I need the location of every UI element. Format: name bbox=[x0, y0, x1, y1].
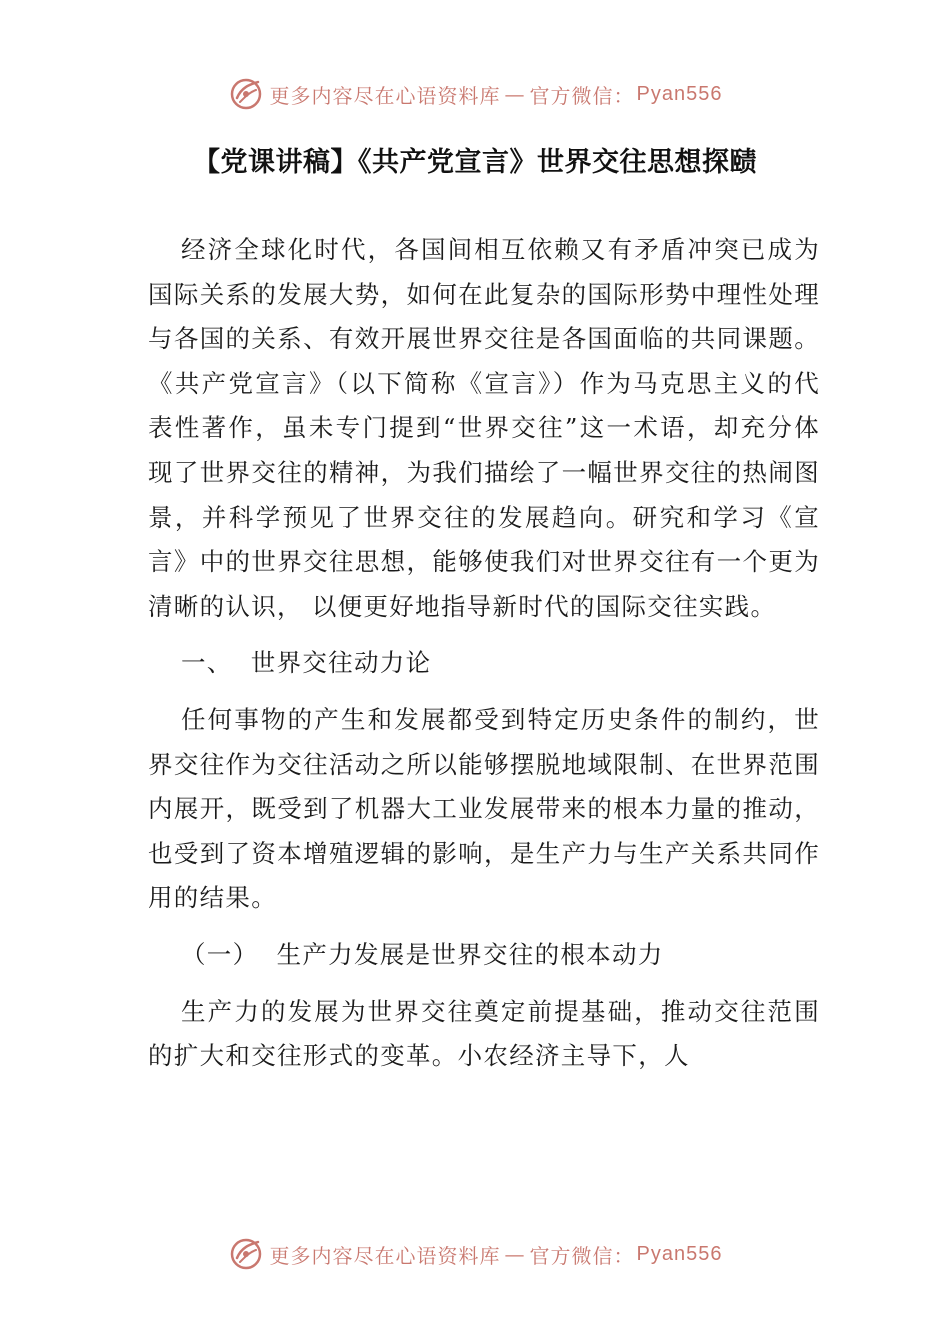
document-body bbox=[148, 228, 820, 1091]
watermark-separator: — bbox=[504, 1242, 526, 1266]
watermark-wechat-id: Pyan556 bbox=[636, 82, 723, 105]
subsection-1-paragraph: 生产力的发展为世界交往奠定前提基础，推动交往范围的扩大和交往形式的变革。小农经济主导下，人 bbox=[148, 996, 820, 1071]
watermark-wechat-label: 官方微信： bbox=[529, 1243, 635, 1268]
watermark-separator: — bbox=[504, 82, 526, 106]
watermark-brand: 更多内容尽在心语资料库 bbox=[269, 1243, 501, 1268]
intro-paragraph: 经济全球化时代，各国间相互依赖又有矛盾冲突已成为国际关系的发展大势，如何在此复杂的国际形势中理性处理与各国的关系、有效开展世界交往是各国面临的共同课题。《共产党宣言》（以下简称《宣言》）作为马克思主义的代表性著作，虽未专门提到“世界交往”这一术语，却充分体现了世界交往的精神，为我们描绘了一幅世界交往的热闹图景，并科学预见了世界交往的发展趋向。研究和学习《宣言》中的世界交往思想，能够使我们对世界交往有一个更为清晰的认识， 以便更好地指导新时代的国际交往实践。 bbox=[148, 235, 820, 621]
section-1-paragraph: 任何事物的产生和发展都受到特定历史条件的制约，世界交往作为交往活动之所以能够摆脱地域限制、在世界范围内展开，既受到了机器大工业发展带来的根本力量的推动，也受到了资本增殖逻辑的影响，是生产力与生产关系共同作用的结果。 bbox=[148, 704, 820, 913]
footer-watermark bbox=[0, 1232, 950, 1276]
watermark-wechat-label: 官方微信： bbox=[529, 83, 635, 108]
document-title: 【党课讲稿】《共产党宣言》世界交往思想探赜 bbox=[193, 147, 757, 178]
header-watermark bbox=[0, 72, 950, 116]
watermark-wechat-id: Pyan556 bbox=[636, 1242, 723, 1265]
subsection-heading-1: （一） 生产力发展是世界交往的根本动力 bbox=[181, 939, 664, 969]
watermark-brand: 更多内容尽在心语资料库 bbox=[269, 83, 501, 108]
section-heading-1: 一、 世界交往动力论 bbox=[181, 648, 432, 678]
logo-icon bbox=[228, 76, 264, 112]
logo-icon bbox=[228, 1236, 264, 1272]
